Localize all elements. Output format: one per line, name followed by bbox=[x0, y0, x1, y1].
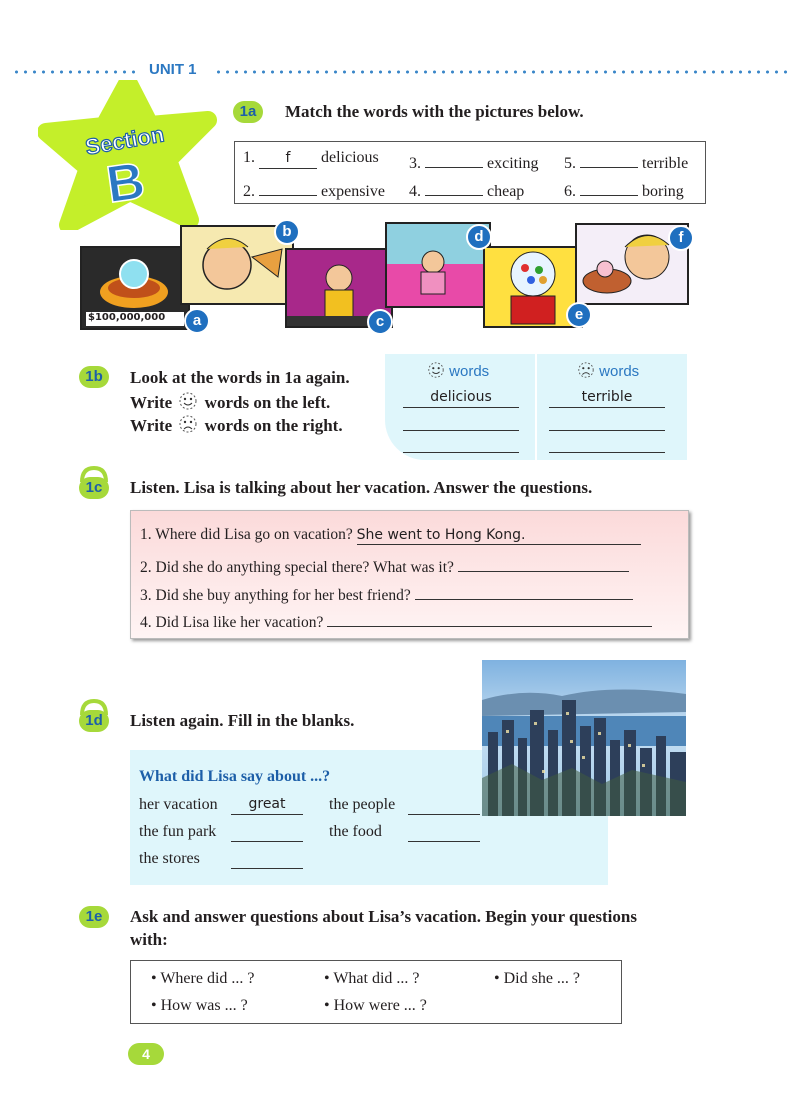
starter-did-she: • Did she ... ? bbox=[494, 970, 581, 987]
badge-1d: 1d bbox=[79, 710, 109, 732]
instruction-1d: Listen again. Fill in the blanks. bbox=[130, 711, 355, 730]
answer-line-2[interactable] bbox=[458, 554, 629, 572]
questions-box-1c bbox=[130, 510, 689, 639]
badge-1b: 1b bbox=[79, 366, 109, 388]
answer-blank-6[interactable] bbox=[580, 177, 638, 196]
starter-how-were: • How were ... ? bbox=[324, 997, 427, 1014]
left-answer-2[interactable] bbox=[403, 412, 519, 431]
instruction-1e-line2: with: bbox=[130, 930, 168, 949]
left-answer-3[interactable] bbox=[403, 434, 519, 453]
fill-box-title: What did Lisa say about ...? bbox=[139, 768, 331, 785]
instruction-1b-line2: Write words on the left. bbox=[130, 393, 331, 412]
question-4: 4. Did Lisa like her vacation? bbox=[140, 609, 652, 632]
answer-line-3[interactable] bbox=[415, 582, 633, 600]
answer-blank-2[interactable] bbox=[259, 177, 317, 196]
fill-item-stores: the stores bbox=[139, 850, 200, 867]
fill-item-fun-park: the fun park bbox=[139, 823, 217, 840]
badge-1a: 1a bbox=[233, 101, 263, 123]
question-3: 3. Did she buy anything for her best friend? bbox=[140, 582, 633, 605]
right-column-header: words bbox=[577, 361, 639, 380]
right-answer-2[interactable] bbox=[549, 412, 665, 431]
section-letter: B bbox=[102, 151, 149, 215]
fill-item-people: the people bbox=[329, 796, 396, 813]
fill-item-vacation: her vacation bbox=[139, 796, 218, 813]
match-item-6: 6. boring bbox=[564, 177, 684, 201]
fill-blank-people[interactable] bbox=[408, 796, 480, 815]
instruction-1e-line1: Ask and answer questions about Lisa’s vacation. Begin your questions bbox=[130, 907, 637, 926]
picture-label-a: a bbox=[184, 308, 210, 334]
question-2: 2. Did she do anything special there? What was it? bbox=[140, 554, 629, 577]
picture-label-e: e bbox=[566, 302, 592, 328]
answer-blank-3[interactable] bbox=[425, 149, 483, 168]
sad-face-icon bbox=[577, 361, 595, 379]
answer-blank-5[interactable] bbox=[580, 149, 638, 168]
match-box-1a bbox=[234, 141, 706, 204]
column-divider bbox=[535, 354, 537, 460]
header-dotted-rule-left bbox=[12, 70, 140, 74]
answer-line-4[interactable] bbox=[327, 609, 652, 627]
starter-where-did: • Where did ... ? bbox=[151, 970, 255, 987]
starter-what-did: • What did ... ? bbox=[324, 970, 420, 987]
fill-blank-fun-park[interactable] bbox=[231, 823, 303, 842]
section-word: Section bbox=[83, 121, 166, 160]
starter-how-was: • How was ... ? bbox=[151, 997, 248, 1014]
answer-blank-4[interactable] bbox=[425, 177, 483, 196]
answer-line-1[interactable]: She went to Hong Kong. bbox=[357, 527, 641, 545]
words-table-1b bbox=[385, 354, 687, 460]
page-number: 4 bbox=[128, 1043, 164, 1065]
instruction-1b-line1: Look at the words in 1a again. bbox=[130, 368, 350, 387]
instruction-1a: Match the words with the pictures below. bbox=[285, 102, 584, 121]
picture-label-f: f bbox=[668, 225, 694, 251]
picture-label-b: b bbox=[274, 219, 300, 245]
badge-1e: 1e bbox=[79, 906, 109, 928]
right-answer-3[interactable] bbox=[549, 434, 665, 453]
instruction-1c: Listen. Lisa is talking about her vacation. Answer the questions. bbox=[130, 478, 593, 497]
fill-item-food: the food bbox=[329, 823, 382, 840]
match-item-5: 5. terrible bbox=[564, 149, 688, 173]
sad-face-icon bbox=[178, 414, 198, 434]
unit-label: UNIT 1 bbox=[149, 61, 197, 78]
answer-blank-1[interactable]: f bbox=[259, 150, 317, 169]
badge-1c: 1c bbox=[79, 477, 109, 499]
price-tag: $100,000,000 bbox=[88, 312, 166, 323]
happy-face-icon bbox=[427, 361, 445, 379]
match-item-2: 2. expensive bbox=[243, 177, 385, 201]
left-answer-1[interactable]: delicious bbox=[403, 389, 519, 408]
picture-label-c: c bbox=[367, 309, 393, 335]
fill-blank-stores[interactable] bbox=[231, 850, 303, 869]
match-item-1: 1. f delicious bbox=[243, 149, 379, 169]
fill-blank-food[interactable] bbox=[408, 823, 480, 842]
picture-label-d: d bbox=[466, 224, 492, 250]
fill-blank-vacation[interactable]: great bbox=[231, 796, 303, 815]
picture-a-expensive-ring bbox=[80, 246, 190, 330]
hong-kong-skyline-photo bbox=[482, 660, 686, 816]
question-starters-box-1e bbox=[130, 960, 622, 1024]
instruction-1b-line3: Write words on the right. bbox=[130, 416, 343, 435]
match-item-3: 3. exciting bbox=[409, 149, 539, 173]
section-b-star-badge bbox=[38, 80, 218, 230]
right-answer-1[interactable]: terrible bbox=[549, 389, 665, 408]
question-1: 1. Where did Lisa go on vacation? She went to Hong Kong. bbox=[140, 526, 641, 545]
happy-face-icon bbox=[178, 391, 198, 411]
match-item-4: 4. cheap bbox=[409, 177, 524, 201]
left-column-header: words bbox=[427, 361, 489, 380]
header-dotted-rule-right bbox=[214, 70, 790, 74]
